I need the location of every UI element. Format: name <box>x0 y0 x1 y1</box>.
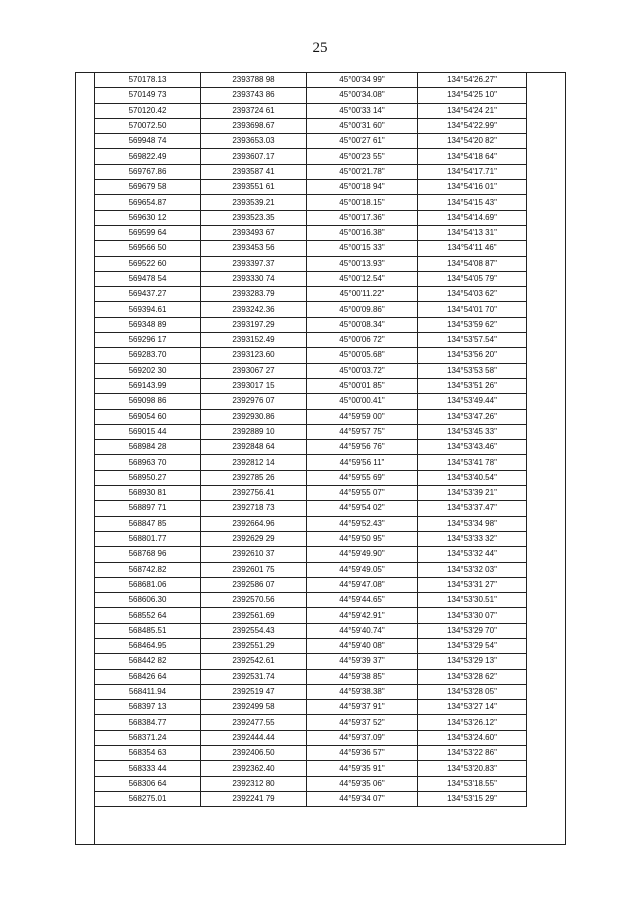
latitude-cell: 45°00'05.68" <box>307 348 418 363</box>
latitude-cell: 45°00'03.72" <box>307 363 418 378</box>
x-coordinate-cell: 568847 85 <box>95 516 201 531</box>
coordinates-table <box>94 72 527 807</box>
longitude-cell: 134°53'20.83" <box>418 761 527 776</box>
latitude-cell: 45°00'34 99" <box>307 73 418 88</box>
x-coordinate-cell: 570072.50 <box>95 118 201 133</box>
y-coordinate-cell: 2392499 58 <box>201 700 307 715</box>
longitude-cell: 134°54'16 01" <box>418 180 527 195</box>
y-coordinate-cell: 2393397.37 <box>201 256 307 271</box>
table-row <box>95 88 527 103</box>
latitude-cell: 45°00'27 61" <box>307 134 418 149</box>
y-coordinate-cell: 2392848 64 <box>201 440 307 455</box>
longitude-cell: 134°53'57.54" <box>418 333 527 348</box>
table-row <box>95 333 527 348</box>
longitude-cell: 134°53'40.54" <box>418 470 527 485</box>
longitude-cell: 134°54'13 31" <box>418 225 527 240</box>
latitude-cell: 44°59'40.74" <box>307 623 418 638</box>
latitude-cell: 45°00'06 72" <box>307 333 418 348</box>
latitude-cell: 44°59'42.91" <box>307 608 418 623</box>
table-row <box>95 684 527 699</box>
table-row <box>95 118 527 133</box>
table-row <box>95 638 527 653</box>
latitude-cell: 45°00'23 55" <box>307 149 418 164</box>
table-row <box>95 225 527 240</box>
y-coordinate-cell: 2393607.17 <box>201 149 307 164</box>
x-coordinate-cell: 569566 50 <box>95 241 201 256</box>
latitude-cell: 44°59'44.65" <box>307 593 418 608</box>
longitude-cell: 134°53'59 62" <box>418 317 527 332</box>
longitude-cell: 134°53'29 70" <box>418 623 527 638</box>
longitude-cell: 134°54'22.99" <box>418 118 527 133</box>
table-row <box>95 363 527 378</box>
x-coordinate-cell: 569283.70 <box>95 348 201 363</box>
latitude-cell: 45°00'15 33" <box>307 241 418 256</box>
y-coordinate-cell: 2393283.79 <box>201 287 307 302</box>
longitude-cell: 134°53'22 86" <box>418 746 527 761</box>
latitude-cell: 44°59'55 69" <box>307 470 418 485</box>
y-coordinate-cell: 2392477.55 <box>201 715 307 730</box>
latitude-cell: 45°00'18 94" <box>307 180 418 195</box>
latitude-cell: 44°59'37.09" <box>307 730 418 745</box>
table-row <box>95 409 527 424</box>
longitude-cell: 134°53'34 98" <box>418 516 527 531</box>
longitude-cell: 134°54'03 62" <box>418 287 527 302</box>
longitude-cell: 134°54'01 70" <box>418 302 527 317</box>
x-coordinate-cell: 568275.01 <box>95 791 201 806</box>
y-coordinate-cell: 2392312 80 <box>201 776 307 791</box>
table-row <box>95 210 527 225</box>
y-coordinate-cell: 2393788 98 <box>201 73 307 88</box>
table-row <box>95 378 527 393</box>
x-coordinate-cell: 569394.61 <box>95 302 201 317</box>
table-row <box>95 776 527 791</box>
latitude-cell: 44°59'50 95" <box>307 531 418 546</box>
y-coordinate-cell: 2392551.29 <box>201 638 307 653</box>
y-coordinate-cell: 2392812 14 <box>201 455 307 470</box>
y-coordinate-cell: 2393493 67 <box>201 225 307 240</box>
longitude-cell: 134°53'27 14" <box>418 700 527 715</box>
longitude-cell: 134°53'18.55" <box>418 776 527 791</box>
y-coordinate-cell: 2392664.96 <box>201 516 307 531</box>
y-coordinate-cell: 2393152.49 <box>201 333 307 348</box>
table-row <box>95 746 527 761</box>
x-coordinate-cell: 569478 54 <box>95 271 201 286</box>
table-row <box>95 700 527 715</box>
y-coordinate-cell: 2393017 15 <box>201 378 307 393</box>
x-coordinate-cell: 569054 60 <box>95 409 201 424</box>
x-coordinate-cell: 570149 73 <box>95 88 201 103</box>
latitude-cell: 44°59'47.08" <box>307 577 418 592</box>
y-coordinate-cell: 2392629 29 <box>201 531 307 546</box>
x-coordinate-cell: 568333 44 <box>95 761 201 776</box>
y-coordinate-cell: 2392785 26 <box>201 470 307 485</box>
table-row <box>95 791 527 806</box>
y-coordinate-cell: 2392601 75 <box>201 562 307 577</box>
longitude-cell: 134°53'49.44" <box>418 394 527 409</box>
longitude-cell: 134°54'05 79" <box>418 271 527 286</box>
y-coordinate-cell: 2393242.36 <box>201 302 307 317</box>
latitude-cell: 44°59'35 91" <box>307 761 418 776</box>
table-row <box>95 134 527 149</box>
longitude-cell: 134°54'15 43" <box>418 195 527 210</box>
longitude-cell: 134°53'45 33" <box>418 424 527 439</box>
x-coordinate-cell: 569202 30 <box>95 363 201 378</box>
table-row <box>95 608 527 623</box>
latitude-cell: 45°00'31 60" <box>307 118 418 133</box>
longitude-cell: 134°53'15 29" <box>418 791 527 806</box>
table-row <box>95 241 527 256</box>
y-coordinate-cell: 2393330 74 <box>201 271 307 286</box>
latitude-cell: 44°59'38 85" <box>307 669 418 684</box>
latitude-cell: 45°00'11.22" <box>307 287 418 302</box>
table-row <box>95 623 527 638</box>
y-coordinate-cell: 2393587 41 <box>201 164 307 179</box>
x-coordinate-cell: 569948 74 <box>95 134 201 149</box>
table-row <box>95 761 527 776</box>
longitude-cell: 134°53'51 26" <box>418 378 527 393</box>
latitude-cell: 44°59'57 75" <box>307 424 418 439</box>
x-coordinate-cell: 569098 86 <box>95 394 201 409</box>
x-coordinate-cell: 568426 64 <box>95 669 201 684</box>
table-row <box>95 455 527 470</box>
table-row <box>95 149 527 164</box>
y-coordinate-cell: 2393551 61 <box>201 180 307 195</box>
table-row <box>95 486 527 501</box>
longitude-cell: 134°53'56 20" <box>418 348 527 363</box>
longitude-cell: 134°53'43.46" <box>418 440 527 455</box>
latitude-cell: 44°59'49.90" <box>307 547 418 562</box>
longitude-cell: 134°54'25 10" <box>418 88 527 103</box>
table-row <box>95 715 527 730</box>
table-row <box>95 302 527 317</box>
latitude-cell: 44°59'52.43" <box>307 516 418 531</box>
longitude-cell: 134°53'28 62" <box>418 669 527 684</box>
longitude-cell: 134°54'26.27" <box>418 73 527 88</box>
y-coordinate-cell: 2392519 47 <box>201 684 307 699</box>
x-coordinate-cell: 570178.13 <box>95 73 201 88</box>
y-coordinate-cell: 2392718 73 <box>201 501 307 516</box>
y-coordinate-cell: 2393724 61 <box>201 103 307 118</box>
longitude-cell: 134°54'17.71" <box>418 164 527 179</box>
latitude-cell: 44°59'39 37" <box>307 654 418 669</box>
latitude-cell: 44°59'56 76" <box>307 440 418 455</box>
latitude-cell: 44°59'35 06" <box>307 776 418 791</box>
y-coordinate-cell: 2393067 27 <box>201 363 307 378</box>
x-coordinate-cell: 568371.24 <box>95 730 201 745</box>
x-coordinate-cell: 568930 81 <box>95 486 201 501</box>
table-row <box>95 669 527 684</box>
longitude-cell: 134°53'28 05" <box>418 684 527 699</box>
page-number: 25 <box>312 40 328 56</box>
x-coordinate-cell: 568963 70 <box>95 455 201 470</box>
longitude-cell: 134°53'30 07" <box>418 608 527 623</box>
latitude-cell: 45°00'13.93" <box>307 256 418 271</box>
y-coordinate-cell: 2392570.56 <box>201 593 307 608</box>
table-row <box>95 424 527 439</box>
y-coordinate-cell: 2392930.86 <box>201 409 307 424</box>
latitude-cell: 45°00'08.34" <box>307 317 418 332</box>
longitude-cell: 134°53'32 44" <box>418 547 527 562</box>
table-row <box>95 501 527 516</box>
latitude-cell: 44°59'37 91" <box>307 700 418 715</box>
y-coordinate-cell: 2392586 07 <box>201 577 307 592</box>
latitude-cell: 45°00'00.41" <box>307 394 418 409</box>
table-row <box>95 440 527 455</box>
x-coordinate-cell: 569599 64 <box>95 225 201 240</box>
longitude-cell: 134°54'20 82" <box>418 134 527 149</box>
table-row <box>95 516 527 531</box>
latitude-cell: 44°59'49.05" <box>307 562 418 577</box>
latitude-cell: 44°59'54 02" <box>307 501 418 516</box>
latitude-cell: 45°00'34.08" <box>307 88 418 103</box>
table-row <box>95 593 527 608</box>
longitude-cell: 134°54'24 21" <box>418 103 527 118</box>
y-coordinate-cell: 2392241 79 <box>201 791 307 806</box>
longitude-cell: 134°53'37.47" <box>418 501 527 516</box>
latitude-cell: 44°59'38.38" <box>307 684 418 699</box>
x-coordinate-cell: 569822.49 <box>95 149 201 164</box>
y-coordinate-cell: 2393123.60 <box>201 348 307 363</box>
y-coordinate-cell: 2393698.67 <box>201 118 307 133</box>
latitude-cell: 45°00'12.54" <box>307 271 418 286</box>
table-row <box>95 195 527 210</box>
x-coordinate-cell: 568411.94 <box>95 684 201 699</box>
x-coordinate-cell: 569015 44 <box>95 424 201 439</box>
x-coordinate-cell: 568384.77 <box>95 715 201 730</box>
longitude-cell: 134°54'18 64" <box>418 149 527 164</box>
longitude-cell: 134°53'30.51" <box>418 593 527 608</box>
x-coordinate-cell: 569296 17 <box>95 333 201 348</box>
table-row <box>95 654 527 669</box>
x-coordinate-cell: 569679 58 <box>95 180 201 195</box>
x-coordinate-cell: 569348 89 <box>95 317 201 332</box>
x-coordinate-cell: 568552 64 <box>95 608 201 623</box>
longitude-cell: 134°54'14.69" <box>418 210 527 225</box>
table-row <box>95 256 527 271</box>
latitude-cell: 45°00'21.78" <box>307 164 418 179</box>
longitude-cell: 134°53'24.60" <box>418 730 527 745</box>
x-coordinate-cell: 568485.51 <box>95 623 201 638</box>
longitude-cell: 134°53'32 03" <box>418 562 527 577</box>
table-row <box>95 547 527 562</box>
y-coordinate-cell: 2392531.74 <box>201 669 307 684</box>
x-coordinate-cell: 569437.27 <box>95 287 201 302</box>
longitude-cell: 134°53'26.12" <box>418 715 527 730</box>
latitude-cell: 44°59'55 07" <box>307 486 418 501</box>
y-coordinate-cell: 2393523.35 <box>201 210 307 225</box>
x-coordinate-cell: 569143.99 <box>95 378 201 393</box>
y-coordinate-cell: 2392561.69 <box>201 608 307 623</box>
longitude-cell: 134°53'39 21" <box>418 486 527 501</box>
latitude-cell: 44°59'59 00" <box>307 409 418 424</box>
latitude-cell: 44°59'34 07" <box>307 791 418 806</box>
latitude-cell: 45°00'01 85" <box>307 378 418 393</box>
table-row <box>95 730 527 745</box>
table-row <box>95 562 527 577</box>
x-coordinate-cell: 568354 63 <box>95 746 201 761</box>
table-row <box>95 577 527 592</box>
longitude-cell: 134°54'11 46" <box>418 241 527 256</box>
x-coordinate-cell: 568742.82 <box>95 562 201 577</box>
longitude-cell: 134°53'47.26" <box>418 409 527 424</box>
latitude-cell: 44°59'40 08" <box>307 638 418 653</box>
y-coordinate-cell: 2392406.50 <box>201 746 307 761</box>
y-coordinate-cell: 2392542.61 <box>201 654 307 669</box>
longitude-cell: 134°54'08 87" <box>418 256 527 271</box>
x-coordinate-cell: 568950.27 <box>95 470 201 485</box>
x-coordinate-cell: 568984 28 <box>95 440 201 455</box>
table-row <box>95 271 527 286</box>
x-coordinate-cell: 568442 82 <box>95 654 201 669</box>
x-coordinate-cell: 569767.86 <box>95 164 201 179</box>
y-coordinate-cell: 2392444.44 <box>201 730 307 745</box>
x-coordinate-cell: 569630 12 <box>95 210 201 225</box>
y-coordinate-cell: 2392554.43 <box>201 623 307 638</box>
y-coordinate-cell: 2392889 10 <box>201 424 307 439</box>
x-coordinate-cell: 568681.06 <box>95 577 201 592</box>
y-coordinate-cell: 2393743 86 <box>201 88 307 103</box>
table-row <box>95 348 527 363</box>
latitude-cell: 45°00'16.38" <box>307 225 418 240</box>
table-row <box>95 317 527 332</box>
x-coordinate-cell: 568768 96 <box>95 547 201 562</box>
table-row <box>95 470 527 485</box>
table-row <box>95 164 527 179</box>
x-coordinate-cell: 568897 71 <box>95 501 201 516</box>
y-coordinate-cell: 2393197.29 <box>201 317 307 332</box>
latitude-cell: 44°59'56 11" <box>307 455 418 470</box>
x-coordinate-cell: 568801.77 <box>95 531 201 546</box>
latitude-cell: 45°00'17.36" <box>307 210 418 225</box>
longitude-cell: 134°53'29 13" <box>418 654 527 669</box>
longitude-cell: 134°53'29 54" <box>418 638 527 653</box>
table-row <box>95 394 527 409</box>
longitude-cell: 134°53'33 32" <box>418 531 527 546</box>
longitude-cell: 134°53'31 27" <box>418 577 527 592</box>
x-coordinate-cell: 570120.42 <box>95 103 201 118</box>
y-coordinate-cell: 2393653.03 <box>201 134 307 149</box>
latitude-cell: 44°59'37 52" <box>307 715 418 730</box>
table-row <box>95 287 527 302</box>
y-coordinate-cell: 2392362.40 <box>201 761 307 776</box>
longitude-cell: 134°53'41 78" <box>418 455 527 470</box>
y-coordinate-cell: 2392976 07 <box>201 394 307 409</box>
latitude-cell: 44°59'36 57" <box>307 746 418 761</box>
x-coordinate-cell: 568306 64 <box>95 776 201 791</box>
x-coordinate-cell: 569654.87 <box>95 195 201 210</box>
latitude-cell: 45°00'09.86" <box>307 302 418 317</box>
latitude-cell: 45°00'18.15" <box>307 195 418 210</box>
table-row <box>95 73 527 88</box>
table-row <box>95 180 527 195</box>
longitude-cell: 134°53'53 58" <box>418 363 527 378</box>
x-coordinate-cell: 569522 60 <box>95 256 201 271</box>
y-coordinate-cell: 2393453 56 <box>201 241 307 256</box>
y-coordinate-cell: 2392610 37 <box>201 547 307 562</box>
y-coordinate-cell: 2393539.21 <box>201 195 307 210</box>
latitude-cell: 45°00'33 14" <box>307 103 418 118</box>
table-row <box>95 531 527 546</box>
x-coordinate-cell: 568464.95 <box>95 638 201 653</box>
table-row <box>95 103 527 118</box>
x-coordinate-cell: 568606.30 <box>95 593 201 608</box>
x-coordinate-cell: 568397 13 <box>95 700 201 715</box>
y-coordinate-cell: 2392756.41 <box>201 486 307 501</box>
